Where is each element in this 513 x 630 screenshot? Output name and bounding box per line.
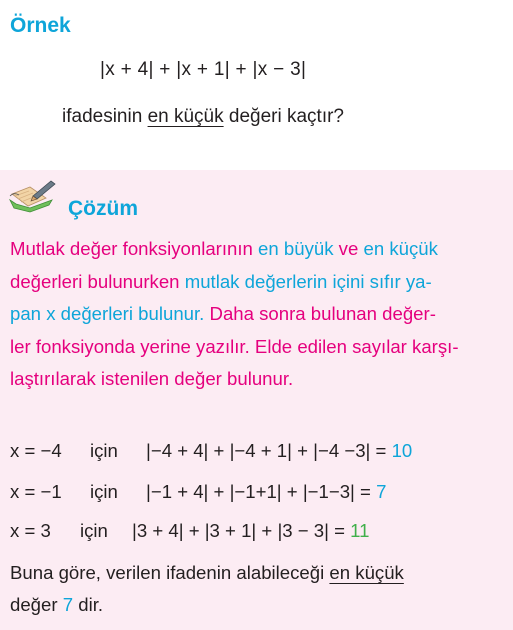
calculation xyxy=(146,481,386,503)
paragraph-line-5: laştırılarak istenilen değer bulunur. xyxy=(10,368,294,389)
conclusion xyxy=(10,557,404,621)
text-magenta: Daha sonra bulunan değer- xyxy=(204,303,436,324)
pencil-writing-icon xyxy=(8,178,58,214)
x-value: x = 3 xyxy=(10,520,51,541)
text-blue: en küçük xyxy=(363,238,438,259)
conclusion-line-1 xyxy=(10,557,404,589)
conclusion-text: Buna göre, verilen ifadenin alabileceği xyxy=(10,562,330,583)
for-label: için xyxy=(90,481,118,502)
paragraph-line-4: ler fonksiyonda yerine yazılır. Elde edilen sayılar karşı- xyxy=(10,335,459,357)
text-blue: pan x değerleri bulunur. xyxy=(10,303,205,324)
calculation-expr: |3 + 4| + |3 + 1| + |3 − 3| = xyxy=(132,520,351,541)
example-title: Örnek xyxy=(10,14,71,37)
calculation-result: 7 xyxy=(376,481,387,502)
x-value: x = −1 xyxy=(10,481,62,502)
text-magenta: Mutlak değer fonksiyonlarının xyxy=(10,238,259,259)
text-magenta: ve xyxy=(333,238,364,259)
conclusion-text: dir. xyxy=(73,594,104,615)
question-text-end: değeri kaçtır? xyxy=(223,106,345,127)
calculation xyxy=(132,520,369,542)
for-label: için xyxy=(90,440,118,461)
x-value: x = −4 xyxy=(10,440,62,461)
conclusion-text: değer xyxy=(10,594,63,615)
example-section xyxy=(0,0,513,170)
calculation xyxy=(146,440,412,462)
calculation-expr: |−4 + 4| + |−4 + 1| + |−4 −3| = xyxy=(146,440,392,461)
conclusion-line-2 xyxy=(10,589,404,621)
text-blue: mutlak değerlerin içini sıfır ya- xyxy=(184,270,432,292)
calculation-result: 11 xyxy=(350,520,370,541)
calculation-result: 10 xyxy=(391,440,413,461)
paragraph-line-1 xyxy=(10,233,505,266)
solution-paragraph xyxy=(10,233,505,396)
paragraph-line-2 xyxy=(10,266,505,299)
conclusion-emphasis: en küçük xyxy=(329,562,404,583)
solution-title: Çözüm xyxy=(68,197,138,220)
text-blue: en büyük xyxy=(258,238,334,259)
text-magenta: değerleri bulunurken xyxy=(10,270,185,292)
answer-value: 7 xyxy=(62,594,74,615)
question-emphasis: en küçük xyxy=(147,106,224,127)
for-label: için xyxy=(80,520,108,541)
paragraph-line-3 xyxy=(10,298,505,331)
question-text: ifadesinin xyxy=(62,106,148,127)
calculation-expr: |−1 + 4| + |−1+1| + |−1−3| = xyxy=(146,481,377,502)
example-question xyxy=(62,106,344,128)
example-expression: |x + 4| + |x + 1| + |x − 3| xyxy=(100,59,307,80)
